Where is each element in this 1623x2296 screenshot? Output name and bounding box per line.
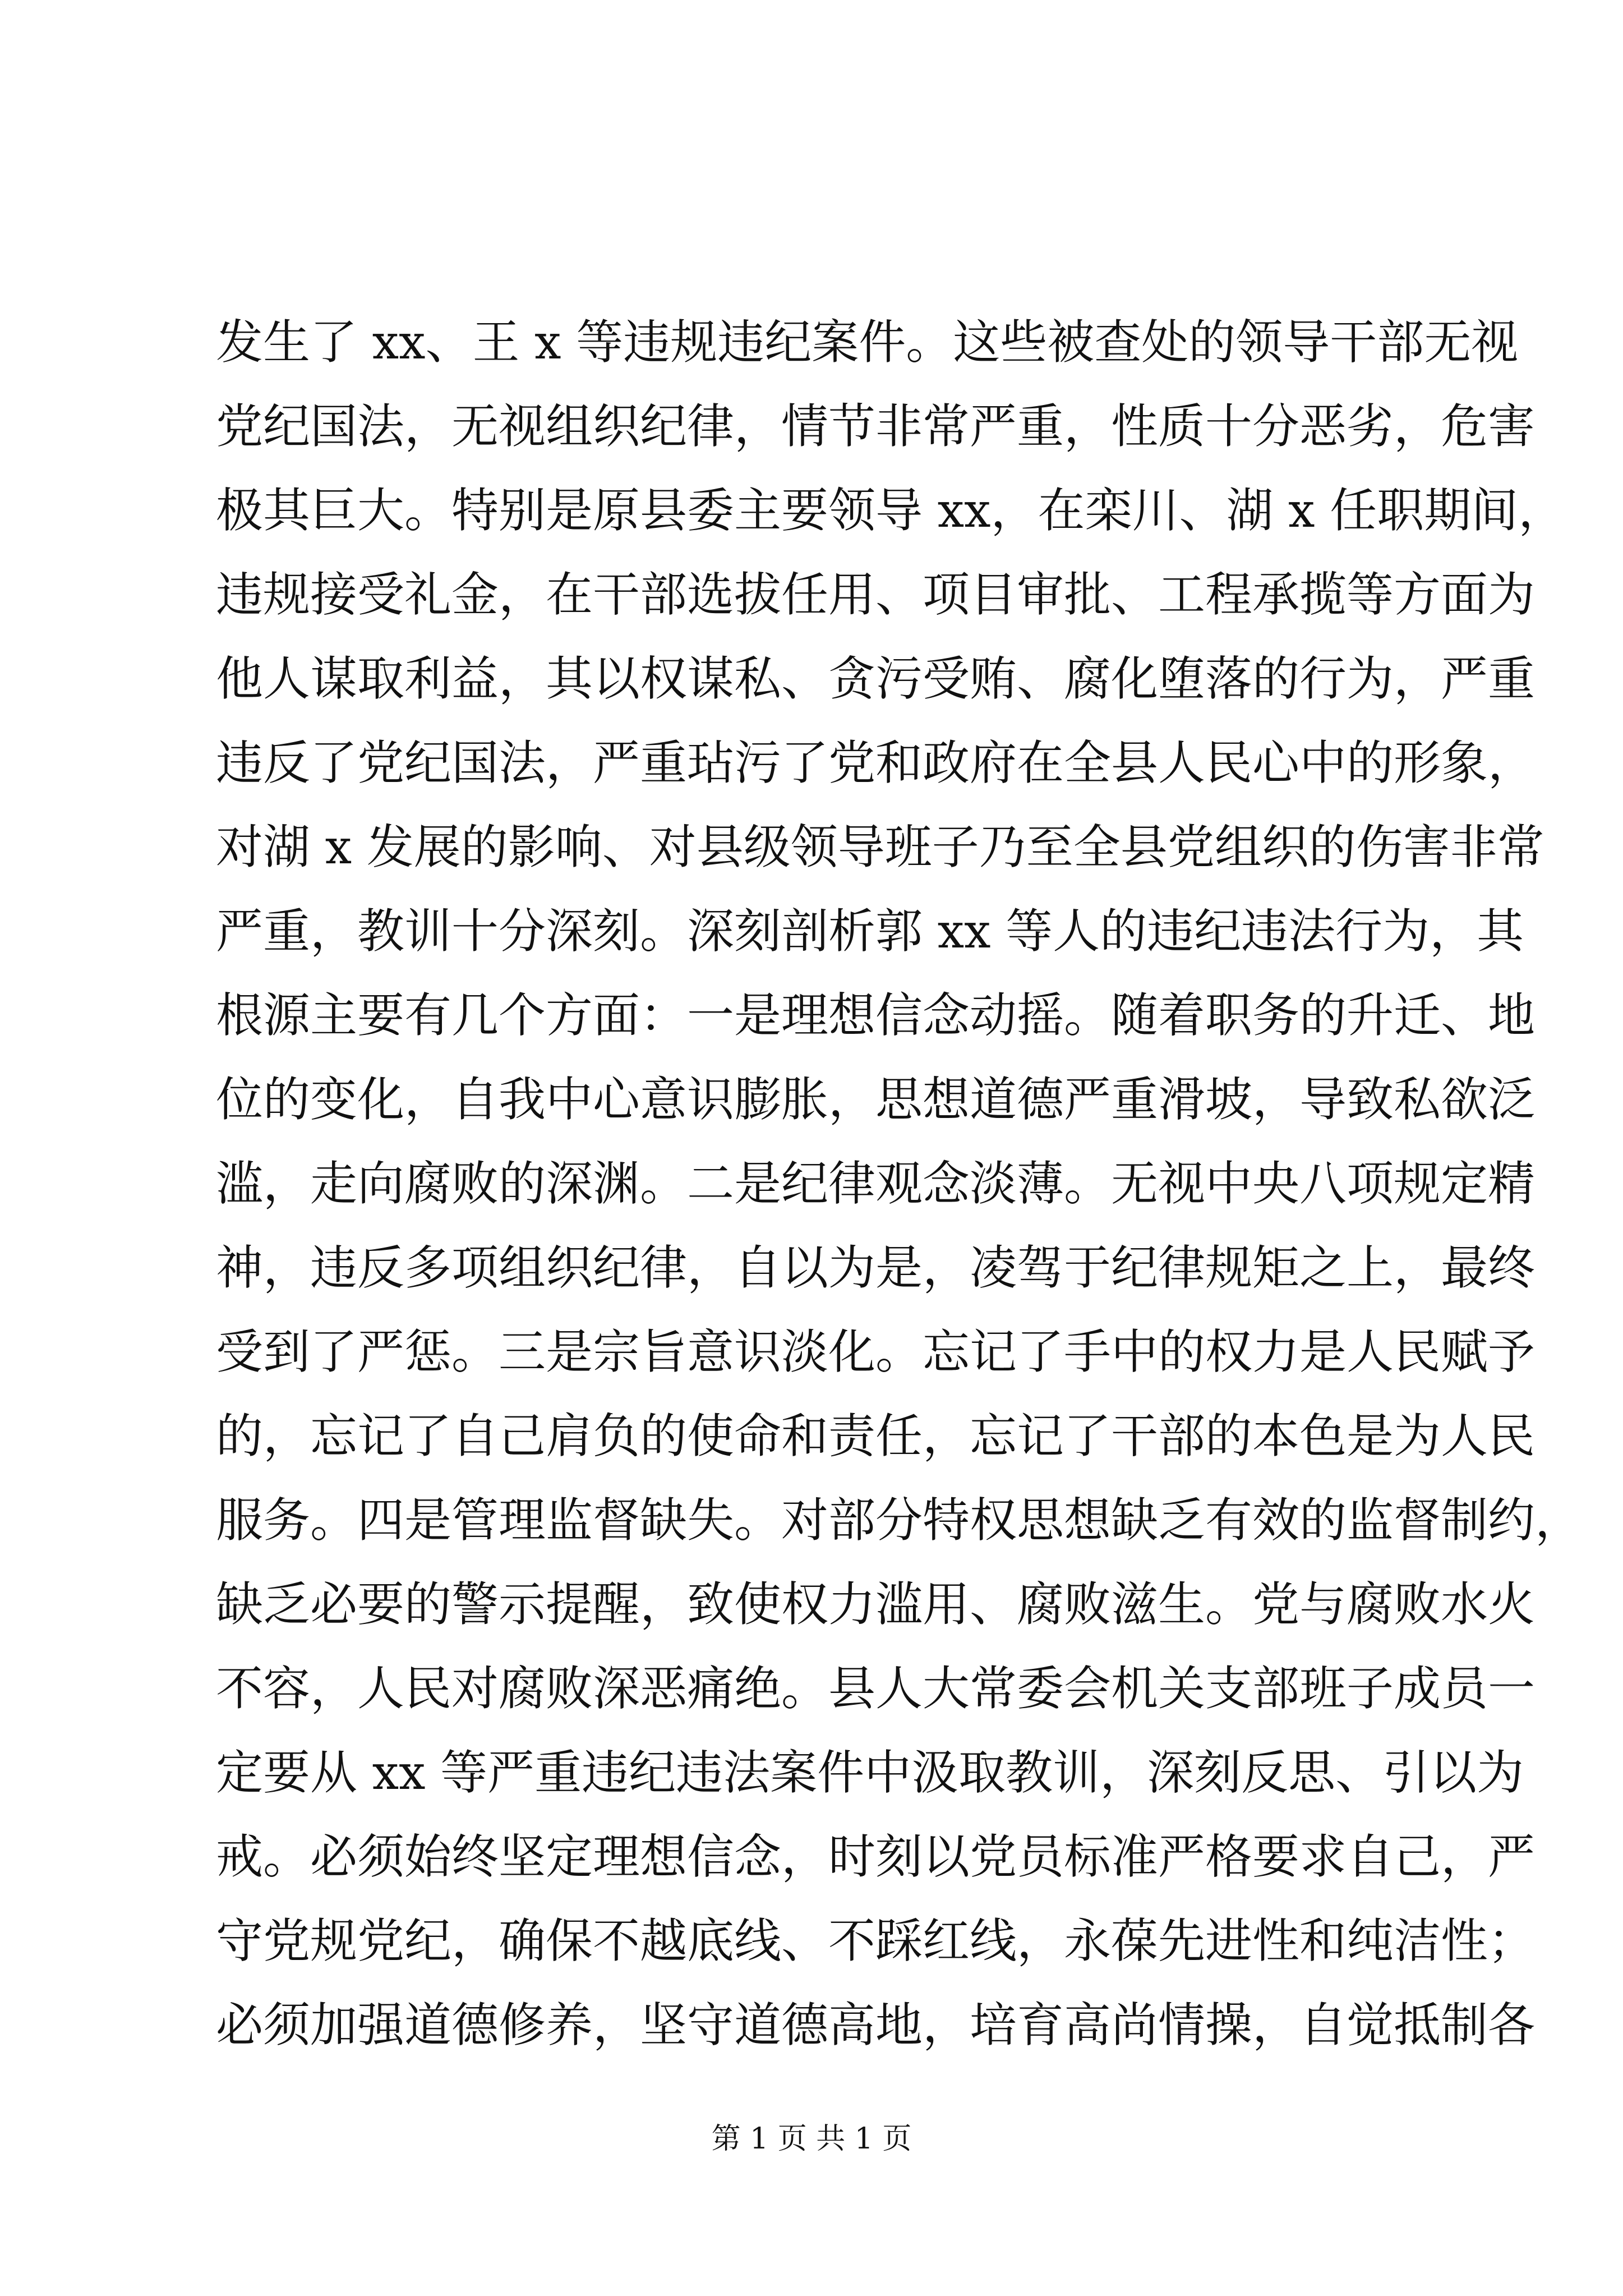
text-line: 违反了党纪国法，严重玷污了党和政府在全县人民心中的形象，: [216, 735, 1536, 790]
text-line: 守党规党纪，确保不越底线、不踩红线，永葆先进性和纯洁性；: [216, 1913, 1536, 1968]
text-line: 党纪国法，无视组织纪律，情节非常严重，性质十分恶劣，危害: [216, 399, 1536, 454]
body-text: [216, 300, 1583, 2067]
text-line: 滥，走向腐败的深渊。二是纪律观念淡薄。无视中央八项规定精: [216, 1156, 1536, 1211]
text-line: 对湖 x 发展的影响、对县级领导班子乃至全县党组织的伤害非常: [216, 820, 1544, 875]
page-footer: 第 1 页 共 1 页: [711, 2122, 912, 2156]
text-line: 缺乏必要的警示提醒，致使权力滥用、腐败滋生。党与腐败水火: [216, 1577, 1536, 1632]
text-line: 严重，教训十分深刻。深刻剖析郭 xx 等人的违纪违法行为，其: [216, 904, 1524, 959]
text-line: 极其巨大。特别是原县委主要领导 xx，在栾川、湖 x 任职期间，: [216, 483, 1566, 538]
text-line: 根源主要有几个方面：一是理想信念动摇。随着职务的升迁、地: [216, 988, 1536, 1043]
text-line: 必须加强道德修养，坚守道德高地，培育高尚情操，自觉抵制各: [216, 1998, 1536, 2053]
text-line: 不容，人民对腐败深恶痛绝。县人大常委会机关支部班子成员一: [216, 1661, 1536, 1716]
text-line: 定要从 xx 等严重违纪违法案件中汲取教训，深刻反思、引以为: [216, 1745, 1524, 1800]
text-line: 位的变化，自我中心意识膨胀，思想道德严重滑坡，导致私欲泛: [216, 1072, 1536, 1127]
text-line: 受到了严惩。三是宗旨意识淡化。忘记了手中的权力是人民赋予: [216, 1324, 1536, 1379]
text-line: 神，违反多项组织纪律，自以为是，凌驾于纪律规矩之上，最终: [216, 1240, 1536, 1295]
text-line: 戒。必须始终坚定理想信念，时刻以党员标准严格要求自己，严: [216, 1829, 1536, 1884]
text-line: 发生了 xx、王 x 等违规违纪案件。这些被查处的领导干部无视: [216, 315, 1519, 370]
text-line: 他人谋取利益，其以权谋私、贪污受贿、腐化堕落的行为，严重: [216, 651, 1536, 706]
text-line: 违规接受礼金，在干部选拔任用、项目审批、工程承揽等方面为: [216, 567, 1536, 622]
text-line: 的，忘记了自己肩负的使命和责任，忘记了干部的本色是为人民: [216, 1409, 1536, 1464]
text-line: 服务。四是管理监督缺失。对部分特权思想缺乏有效的监督制约，: [216, 1493, 1583, 1548]
